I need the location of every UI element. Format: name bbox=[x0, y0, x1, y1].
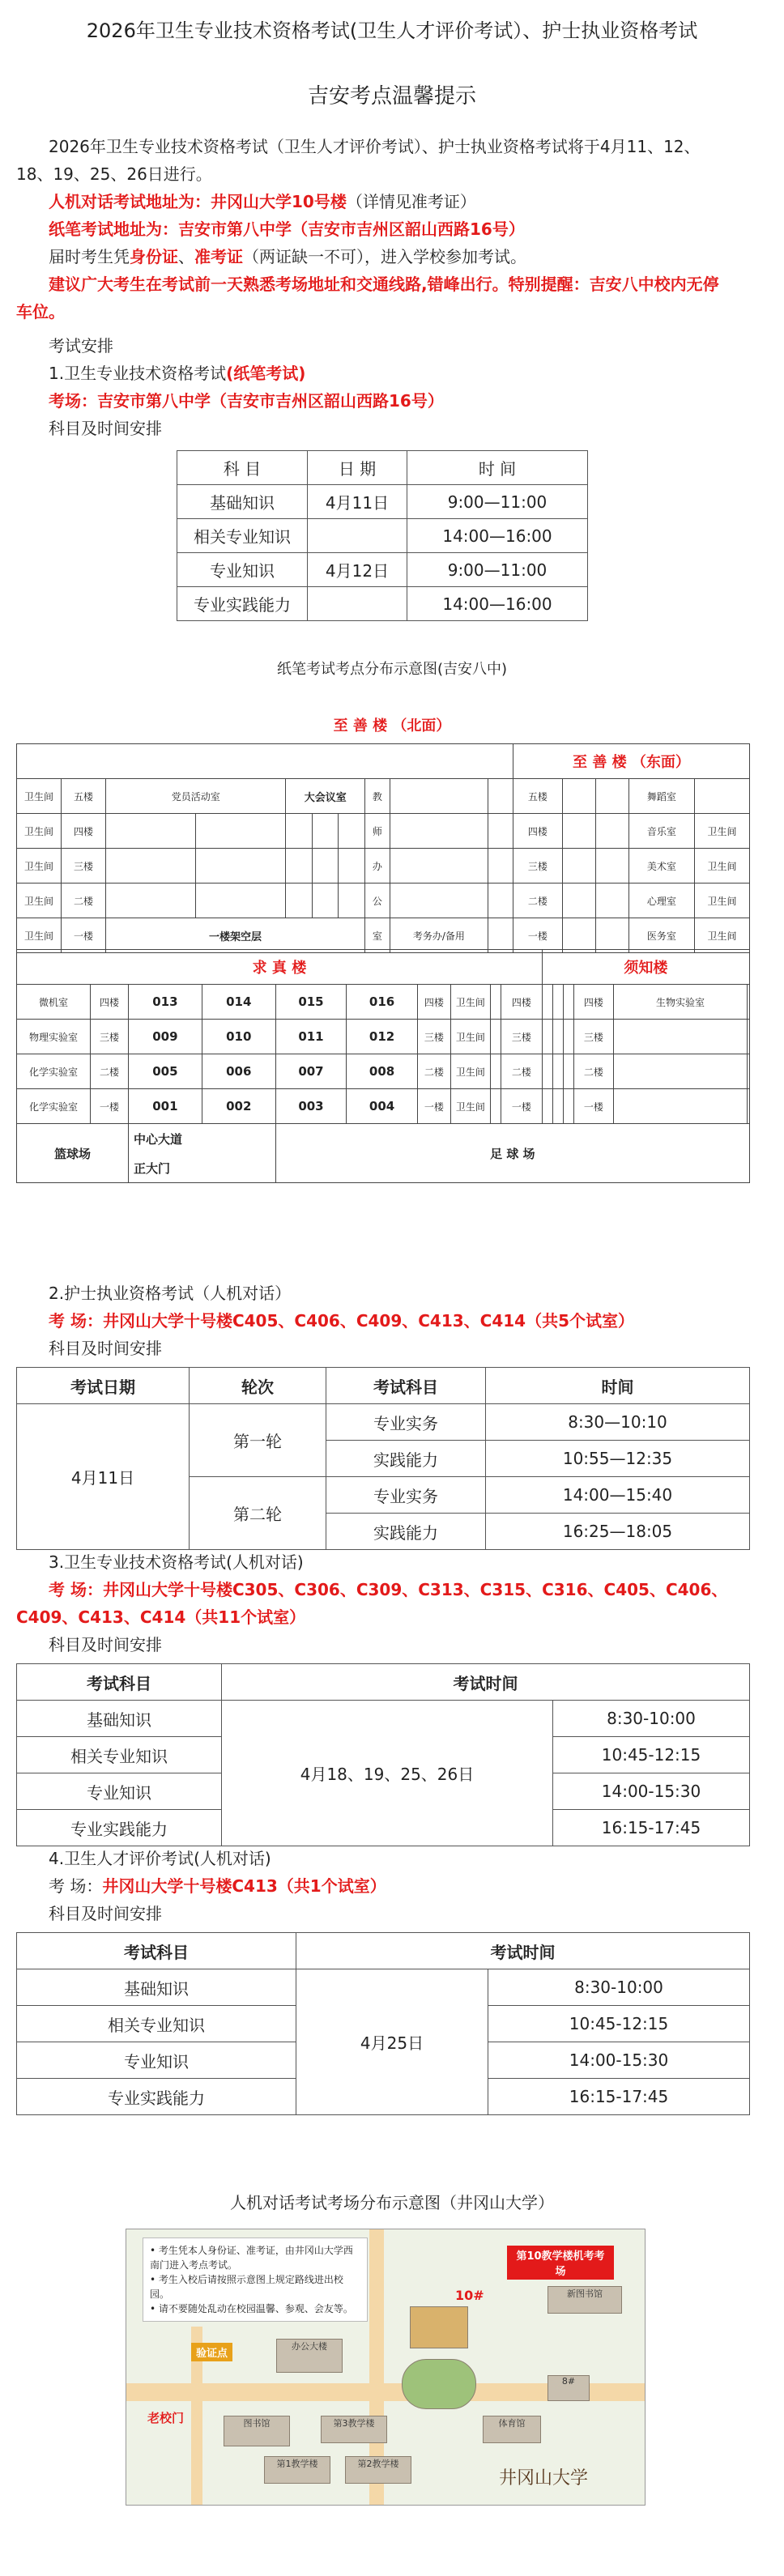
cell: 二楼 bbox=[573, 1054, 613, 1089]
room-015: 015 bbox=[275, 985, 347, 1020]
cell: 卫生间 bbox=[694, 918, 749, 953]
university-logo: 井冈山大学 bbox=[499, 2468, 589, 2489]
col-header: 考试科目 bbox=[17, 1664, 222, 1701]
basketball-court: 篮球场 bbox=[17, 1124, 129, 1183]
floorplan-zhishan bbox=[16, 743, 750, 953]
cell: 卫生间 bbox=[17, 884, 62, 918]
cell bbox=[308, 587, 407, 621]
cell: 一楼 bbox=[501, 1089, 542, 1124]
exam-arrange-label: 考试安排 bbox=[49, 336, 113, 356]
cell: 四楼 bbox=[573, 985, 613, 1020]
cell: 三楼 bbox=[573, 1020, 613, 1054]
table-row bbox=[177, 519, 588, 553]
table-row bbox=[17, 1701, 750, 1737]
room-002: 002 bbox=[202, 1089, 275, 1124]
cell: 公 bbox=[364, 884, 390, 918]
cell: 一楼 bbox=[417, 1089, 450, 1124]
intro-advice-tail: 车位。 bbox=[16, 302, 65, 321]
exam-date: 4月25日 bbox=[296, 1969, 488, 2115]
cell: 教 bbox=[364, 779, 390, 814]
notice-line: • 考生入校后请按照示意图上规定路线进出校园。 bbox=[150, 2274, 343, 2300]
cell: 专业实务 bbox=[326, 1477, 486, 1514]
sec2-venue: 考 场：井冈山大学十号楼C405、C406、C409、C413、C414（共5个试室） bbox=[49, 1311, 635, 1331]
cell: 五楼 bbox=[513, 779, 562, 814]
cell: 8:30-10:00 bbox=[553, 1701, 750, 1737]
sec4-venue: 考 场：井冈山大学十号楼C413（共1个试室） bbox=[49, 1876, 386, 1896]
cell: 9:00—11:00 bbox=[407, 485, 588, 519]
cell: 三楼 bbox=[91, 1020, 129, 1054]
target-building-label: 第10教学楼机考考场 bbox=[507, 2246, 614, 2280]
campus-building: 体育馆 bbox=[483, 2416, 541, 2443]
cell: 物理实验室 bbox=[17, 1020, 91, 1054]
exam-dates: 4月18、19、25、26日 bbox=[222, 1701, 553, 1846]
cell: 二楼 bbox=[91, 1054, 129, 1089]
cell: 8:30—10:10 bbox=[486, 1404, 750, 1441]
room-009: 009 bbox=[129, 1020, 202, 1054]
zhishan-east-label: 至 善 楼 （东面） bbox=[513, 744, 749, 779]
cell: 16:15-17:45 bbox=[488, 2079, 750, 2115]
col-header: 日 期 bbox=[308, 451, 407, 485]
cell: 卫生间 bbox=[450, 985, 490, 1020]
campus-map-caption: 人机对话考试考场分布示意图（井冈山大学） bbox=[230, 2193, 554, 2212]
cell: 卫生间 bbox=[694, 849, 749, 884]
table-row bbox=[17, 1969, 750, 2006]
campus-building: 8# bbox=[548, 2375, 590, 2401]
sec3-venue-a: 考 场：井冈山大学十号楼C305、C306、C309、C313、C315、C316、C405、C406、 bbox=[49, 1580, 728, 1599]
room-007: 007 bbox=[275, 1054, 347, 1089]
cell: 化学实验室 bbox=[17, 1054, 91, 1089]
cell: 心理室 bbox=[628, 884, 694, 918]
sec1-venue: 考场：吉安市第八中学（吉安市吉州区韶山西路16号） bbox=[49, 391, 444, 411]
round-2: 第二轮 bbox=[190, 1477, 326, 1550]
col-header: 轮次 bbox=[190, 1368, 326, 1404]
cell: 四楼 bbox=[501, 985, 542, 1020]
cell: 16:15-17:45 bbox=[553, 1810, 750, 1846]
cell: 专业实务 bbox=[326, 1404, 486, 1441]
sec1-schedule-table bbox=[177, 450, 588, 621]
cell: 美术室 bbox=[628, 849, 694, 884]
sec4-time-label: 科目及时间安排 bbox=[49, 1904, 162, 1923]
xuzhi-label: 须知楼 bbox=[542, 950, 749, 985]
cell: 专业知识 bbox=[17, 1773, 222, 1810]
document-subtitle: 吉安考点温馨提示 bbox=[307, 84, 476, 109]
cell: 4月12日 bbox=[308, 553, 407, 587]
col-header: 考试科目 bbox=[326, 1368, 486, 1404]
campus-map bbox=[126, 2229, 646, 2506]
center-avenue: 中心大道 bbox=[129, 1124, 276, 1154]
cell: 专业实践能力 bbox=[17, 2079, 296, 2115]
cell: 专业知识 bbox=[17, 2042, 296, 2079]
document-title: 2026年卫生专业技术资格考试(卫生人才评价考试）、护士执业资格考试 bbox=[86, 19, 698, 42]
cell: 基础知识 bbox=[17, 1701, 222, 1737]
round-1: 第一轮 bbox=[190, 1404, 326, 1477]
room-011: 011 bbox=[275, 1020, 347, 1054]
cell: 三楼 bbox=[62, 849, 106, 884]
campus-building: 图书馆 bbox=[224, 2416, 290, 2446]
cell: 卫生间 bbox=[17, 918, 62, 953]
cell: 14:00-15:30 bbox=[553, 1773, 750, 1810]
table-row bbox=[17, 1404, 750, 1441]
cell: 五楼 bbox=[62, 779, 106, 814]
sec4-schedule-table bbox=[16, 1932, 750, 2115]
cell: 二楼 bbox=[417, 1054, 450, 1089]
intro-para1b: 18、19、25、26日进行。 bbox=[16, 164, 212, 184]
room-016: 016 bbox=[347, 985, 418, 1020]
sec3-venue-b: C409、C413、C414（共11个试室） bbox=[16, 1607, 306, 1627]
cell: 专业实践能力 bbox=[177, 587, 308, 621]
cell: 考务办/备用 bbox=[390, 918, 488, 953]
sec2-time-label: 科目及时间安排 bbox=[49, 1339, 162, 1358]
cell: 实践能力 bbox=[326, 1441, 486, 1477]
cell: 三楼 bbox=[513, 849, 562, 884]
cell: 二楼 bbox=[501, 1054, 542, 1089]
campus-building: 第3教学楼 bbox=[321, 2416, 387, 2443]
cell: 化学实验室 bbox=[17, 1089, 91, 1124]
campus-building: 第1教学楼 bbox=[264, 2456, 330, 2484]
cell: 相关专业知识 bbox=[177, 519, 308, 553]
notice-line: • 考生凭本人身份证、准考证，由井冈山大学西南门进入考点考试。 bbox=[150, 2245, 353, 2271]
cell: 一楼 bbox=[513, 918, 562, 953]
notice-line: • 请不要随处乱动在校园温馨、参观、会友等。 bbox=[150, 2303, 353, 2314]
cell: 14:00—16:00 bbox=[407, 519, 588, 553]
cell: 一楼 bbox=[91, 1089, 129, 1124]
building-10-label: 10# bbox=[455, 2288, 484, 2303]
sec3-heading: 3.卫生专业技术资格考试(人机对话) bbox=[49, 1552, 304, 1572]
floorplan-qiuzhen bbox=[16, 949, 750, 1183]
main-gate: 正大门 bbox=[129, 1153, 276, 1183]
cell: 卫生间 bbox=[17, 814, 62, 849]
cell: 生物实验室 bbox=[613, 985, 747, 1020]
sec2-schedule-table bbox=[16, 1367, 750, 1550]
sports-field bbox=[402, 2359, 476, 2409]
cell: 实践能力 bbox=[326, 1514, 486, 1550]
room-005: 005 bbox=[129, 1054, 202, 1089]
table-row bbox=[177, 553, 588, 587]
cell: 专业实践能力 bbox=[17, 1810, 222, 1846]
cell: 卫生间 bbox=[17, 779, 62, 814]
cell: 14:00—16:00 bbox=[407, 587, 588, 621]
sec3-schedule-table bbox=[16, 1663, 750, 1846]
cell: 卫生间 bbox=[694, 884, 749, 918]
col-header: 时间 bbox=[486, 1368, 750, 1404]
col-header: 考试日期 bbox=[17, 1368, 190, 1404]
cell: 10:55—12:35 bbox=[486, 1441, 750, 1477]
cell: 16:25—18:05 bbox=[486, 1514, 750, 1550]
cell: 大会议室 bbox=[286, 779, 364, 814]
cell: 卫生间 bbox=[450, 1020, 490, 1054]
cell: 14:00-15:30 bbox=[488, 2042, 750, 2079]
col-header: 考试科目 bbox=[17, 1933, 296, 1969]
intro-cbt-address: 人机对话考试地址为：井冈山大学10号楼（详情见准考证） bbox=[49, 192, 476, 211]
cell: 四楼 bbox=[513, 814, 562, 849]
room-003: 003 bbox=[275, 1089, 347, 1124]
cell: 相关专业知识 bbox=[17, 1737, 222, 1773]
col-header: 考试时间 bbox=[222, 1664, 750, 1701]
paper-map-caption: 纸笔考试考点分布示意图(吉安八中) bbox=[276, 661, 508, 678]
campus-notice bbox=[143, 2238, 368, 2322]
checkpoint-label: 验证点 bbox=[191, 2343, 232, 2361]
table-row bbox=[177, 587, 588, 621]
cell: 基础知识 bbox=[177, 485, 308, 519]
campus-building: 办公大楼 bbox=[276, 2339, 343, 2373]
sec4-heading: 4.卫生人才评价考试(人机对话) bbox=[49, 1849, 271, 1868]
cell: 卫生间 bbox=[17, 849, 62, 884]
cell: 14:00—15:40 bbox=[486, 1477, 750, 1514]
room-004: 004 bbox=[347, 1089, 418, 1124]
room-010: 010 bbox=[202, 1020, 275, 1054]
cell: 四楼 bbox=[417, 985, 450, 1020]
room-001: 001 bbox=[129, 1089, 202, 1124]
cell: 一楼 bbox=[62, 918, 106, 953]
sec3-time-label: 科目及时间安排 bbox=[49, 1635, 162, 1654]
sec2-heading: 2.护士执业资格考试（人机对话） bbox=[49, 1284, 292, 1303]
intro-id-requirement: 届时考生凭身份证、准考证（两证缺一不可），进入学校参加考试。 bbox=[49, 247, 526, 266]
exam-date: 4月11日 bbox=[17, 1404, 190, 1550]
cell: 8:30-10:00 bbox=[488, 1969, 750, 2006]
cell: 一楼 bbox=[573, 1089, 613, 1124]
cell: 四楼 bbox=[62, 814, 106, 849]
cell: 微机室 bbox=[17, 985, 91, 1020]
cell: 党员活动室 bbox=[106, 779, 286, 814]
cell: 基础知识 bbox=[17, 1969, 296, 2006]
cell: 专业知识 bbox=[177, 553, 308, 587]
cell: 室 bbox=[364, 918, 390, 953]
cell: 三楼 bbox=[417, 1020, 450, 1054]
col-header: 考试时间 bbox=[296, 1933, 750, 1969]
campus-building: 新图书馆 bbox=[548, 2286, 622, 2314]
table-row bbox=[177, 485, 588, 519]
cell: 二楼 bbox=[513, 884, 562, 918]
cell: 9:00—11:00 bbox=[407, 553, 588, 587]
room-013: 013 bbox=[129, 985, 202, 1020]
col-header: 科 目 bbox=[177, 451, 308, 485]
sec1-time-label: 科目及时间安排 bbox=[49, 419, 162, 438]
intro-paper-address: 纸笔考试地址为：吉安市第八中学（吉安市吉州区韶山西路16号） bbox=[49, 219, 525, 239]
room-014: 014 bbox=[202, 985, 275, 1020]
qiuzhen-label: 求 真 楼 bbox=[17, 950, 543, 985]
building-10 bbox=[410, 2306, 468, 2348]
cell: 师 bbox=[364, 814, 390, 849]
room-006: 006 bbox=[202, 1054, 275, 1089]
football-field: 足 球 场 bbox=[275, 1124, 749, 1183]
intro-para1: 2026年卫生专业技术资格考试（卫生人才评价考试）、护士执业资格考试将于4月11、12、 bbox=[49, 137, 701, 156]
col-header: 时 间 bbox=[407, 451, 588, 485]
zhishan-north-label: 至 善 楼 （北面） bbox=[333, 717, 451, 734]
cell: 卫生间 bbox=[450, 1089, 490, 1124]
cell: 三楼 bbox=[501, 1020, 542, 1054]
old-gate-label: 老校门 bbox=[147, 2411, 185, 2425]
cell: 医务室 bbox=[628, 918, 694, 953]
cell: 4月11日 bbox=[308, 485, 407, 519]
campus-building: 第2教学楼 bbox=[345, 2456, 411, 2484]
cell: 一楼架空层 bbox=[106, 918, 365, 953]
cell: 舞蹈室 bbox=[628, 779, 694, 814]
cell: 二楼 bbox=[62, 884, 106, 918]
cell: 四楼 bbox=[91, 985, 129, 1020]
cell: 10:45-12:15 bbox=[553, 1737, 750, 1773]
cell: 相关专业知识 bbox=[17, 2006, 296, 2042]
intro-advice: 建议广大考生在考试前一天熟悉考场地址和交通线路,错峰出行。特别提醒：吉安八中校内无停 bbox=[49, 275, 719, 294]
cell bbox=[308, 519, 407, 553]
sec1-heading: 1.卫生专业技术资格考试(纸笔考试) bbox=[49, 364, 306, 383]
room-008: 008 bbox=[347, 1054, 418, 1089]
cell: 10:45-12:15 bbox=[488, 2006, 750, 2042]
cell: 音乐室 bbox=[628, 814, 694, 849]
room-012: 012 bbox=[347, 1020, 418, 1054]
cell: 卫生间 bbox=[450, 1054, 490, 1089]
cell: 卫生间 bbox=[694, 814, 749, 849]
cell: 办 bbox=[364, 849, 390, 884]
